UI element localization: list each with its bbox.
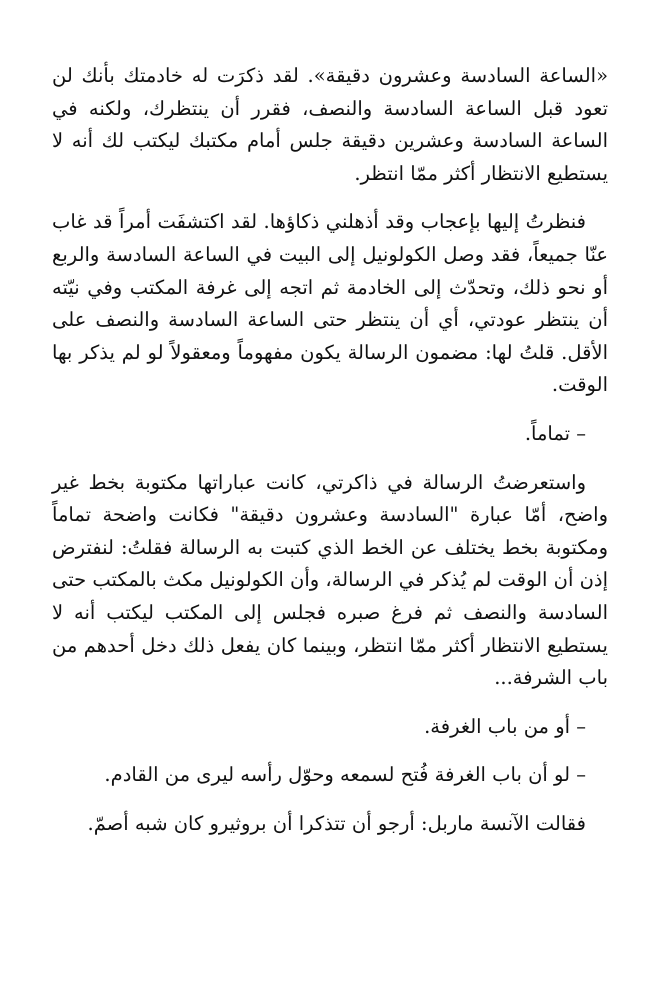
paragraph-4: فقالت الآنسة ماربل: أرجو أن تتذكرا أن بروثيرو كان شبه أصمّ. — [87, 811, 586, 835]
dialogue-line-1: – تماماً. — [524, 421, 586, 445]
dialogue-line-3: – لو أن باب الغرفة فُتح لسمعه وحوّل رأسه ليرى من القادم. — [104, 763, 586, 787]
dialogue-line-2: – أو من باب الغرفة. — [424, 714, 586, 738]
paragraph-1: «الساعة السادسة وعشرون دقيقة». لقد ذكرَت له خادمتك بأنك لن تعود قبل الساعة السادسة والنصف، فقرر أن ينتظرك، ولكنه في الساعة السادسة وعشرين دقيقة جلس أمام مكتبك ليكتب لك أنه لا يستطيع الانتظار أكثر ممّا انتظر. — [52, 64, 608, 185]
paragraph-3: واستعرضتُ الرسالة في ذاكرتي، كانت عباراتها مكتوبة بخط غير واضح، أمّا عبارة "السادسة وعشرون دقيقة" فكانت واضحة تماماً ومكتوبة بخط يختلف عن الخط الذي كتبت به الرسالة فقلتُ: لنفترض إذن أن الوقت لم يُذكر في الرسالة، وأن الكولونيل مكث بالمكتب حتى السادسة والنصف ثم فرغ صبره فجلس إلى المكتب ليكتب أنه لا يستطيع الانتظار أكثر ممّا انتظر، وبينما كان يفعل ذلك دخل أحدهم من باب الشرفة... — [52, 470, 608, 690]
paragraph-2: فنظرتُ إليها بإعجاب وقد أذهلني ذكاؤها. لقد اكتشفَت أمراً قد غاب عنّا جميعاً، فقد وصل الكولونيل إلى البيت في الساعة السادسة والربع أو نحو ذلك، وتحدّث إلى الخادمة ثم اتجه إلى غرفة المكتب وفي نيّته أن ينتظر عودتي، أي أن ينتظر حتى الساعة السادسة والنصف على الأقل. قلتُ لها: مضمون الرسالة يكون مفهوماً ومعقولاً لو لم يذكر بها الوقت. — [52, 210, 608, 397]
book-page — [52, 60, 608, 856]
